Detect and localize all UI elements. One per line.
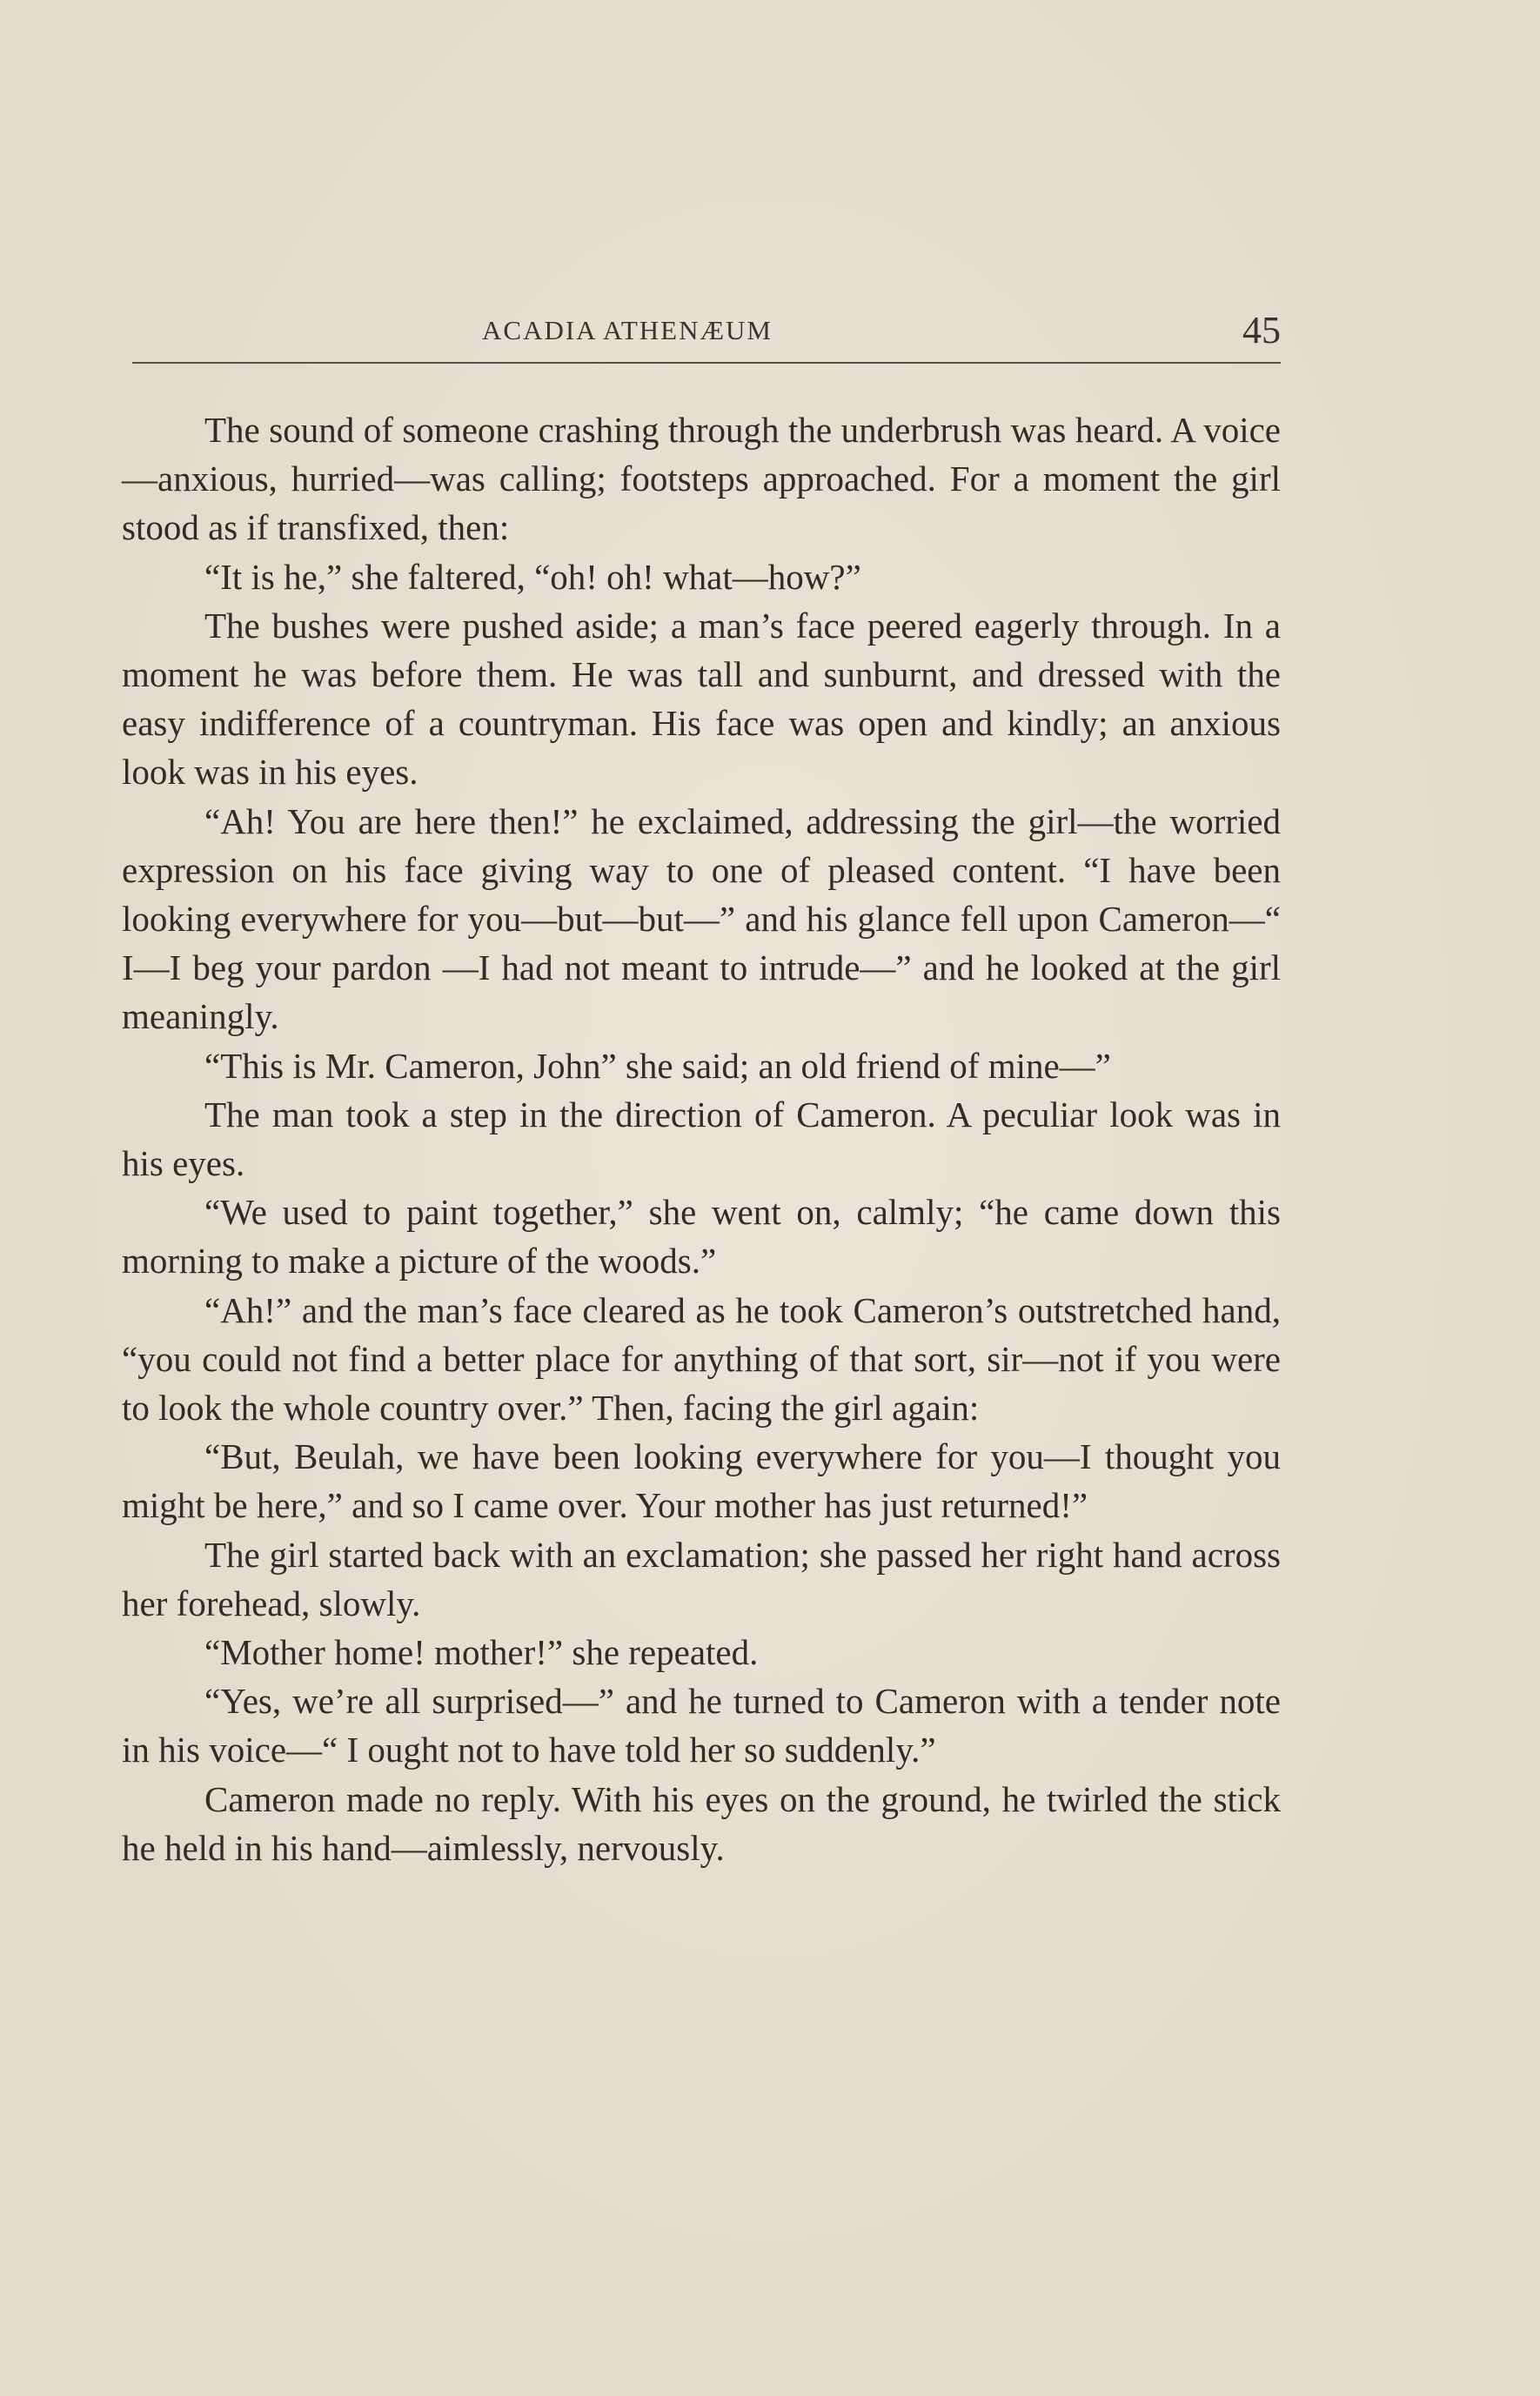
paragraph-mother-home: “Mother home! mother!” she repeated. xyxy=(204,1632,759,1673)
paragraph-faltered: “It is he,” she faltered, “oh! oh! what—how?” xyxy=(204,556,861,597)
paragraph-surprised: “Yes, we’re all surprised—” and he turned to Cameron with a tender note in his voice—“ I ought not to have told her so suddenly.” xyxy=(122,1681,1281,1770)
running-head xyxy=(132,310,1281,360)
paragraph-beulah: “But, Beulah, we have been looking everywhere for you—I thought you might be here,” and so I came over. Your mother has just returned!” xyxy=(122,1436,1281,1526)
paragraph-ah-here: “Ah! You are here then!” he exclaimed, addressing the girl—the worried expression on his face giving way to one of pleased content. “I have been looking everywhere for you—but—but—” and his glance fell upon Cameron—“ I—I beg your pardon —I had not meant to intrude—” and he looked at the girl meaningly. xyxy=(122,800,1281,1037)
paragraph-bushes: The bushes were pushed aside; a man’s face peered eagerly through. In a moment he was before them. He was tall and sunburnt, and dressed with the easy indifference of a countryman. His face was open and kindly; an anxious look was in his eyes. xyxy=(122,605,1281,793)
paragraph-handshake: “Ah!” and the man’s face cleared as he took Cameron’s outstretched hand, “you could not find a better place for anything of that sort, sir—not if you were to look the whole country over.” Then, facing the girl again: xyxy=(122,1289,1281,1429)
paragraph-crashing: The sound of someone crashing through the underbrush was heard. A voice—anxious, hurried—was calling; footsteps approached. For a moment the girl stood as if transfixed, then: xyxy=(122,410,1281,548)
paragraph-mr-cameron: “This is Mr. Cameron, John” she said; an old friend of mine—” xyxy=(204,1045,1111,1086)
paragraph-started-back: The girl started back with an exclamation; she passed her right hand across her forehead, slowly. xyxy=(122,1534,1281,1623)
paragraph-no-reply: Cameron made no reply. With his eyes on the ground, he twirled the stick he held in his hand—aimlessly, nervously. xyxy=(122,1778,1281,1868)
paragraph-paint: “We used to paint together,” she went on, calmly; “he came down this morning to make a picture of the woods.” xyxy=(122,1192,1281,1282)
journal-title: ACADIA ATHENÆUM xyxy=(482,315,773,345)
header-rule xyxy=(132,362,1281,364)
page-number: 45 xyxy=(1242,309,1281,351)
story-text xyxy=(122,405,1281,2119)
paragraph-step: The man took a step in the direction of Cameron. A peculiar look was in his eyes. xyxy=(122,1094,1281,1184)
